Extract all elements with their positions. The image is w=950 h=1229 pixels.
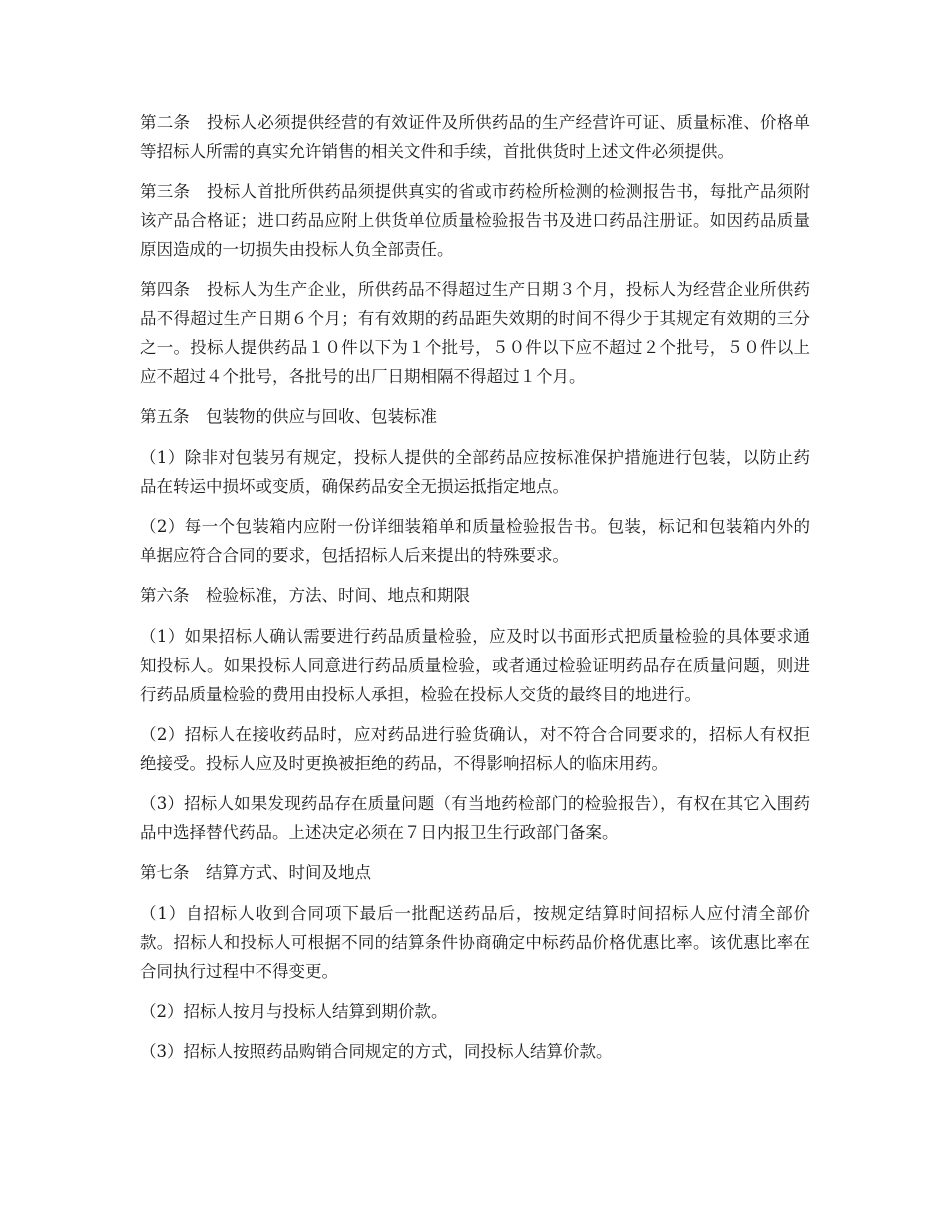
article-3-paragraph: 第三条 投标人首批所供药品须提供真实的省或市药检所检测的检测报告书，每批产品须附该产品合格证；进口药品应附上供货单位质量检验报告书及进口药品注册证。如因药品质量原因造成的一切损失由投标人负全部责任。 xyxy=(140,182,810,259)
article-7-item-1: （1）自招标人收到合同项下最后一批配送药品后，按规定结算时间招标人应付清全部价款。招标人和投标人可根据不同的结算条件协商确定中标药品价格优惠比率。该优惠比率在合同执行过程中不得变更。 xyxy=(140,904,810,981)
article-6-heading: 第六条 检验标准，方法、时间、地点和期限 xyxy=(140,586,470,605)
article-7-item-3: （3）招标人按照药品购销合同规定的方式，同投标人结算价款。 xyxy=(140,1042,613,1061)
article-5-item-2: （2）每一个包装箱内应附一份详细装箱单和质量检验报告书。包装，标记和包装箱内外的单据应符合合同的要求，包括招标人后来提出的特殊要求。 xyxy=(140,517,810,565)
article-6-item-1: （1）如果招标人确认需要进行药品质量检验，应及时以书面形式把质量检验的具体要求通知投标人。如果投标人同意进行药品质量检验，或者通过检验证明药品存在质量问题，则进行药品质量检验的费用由投标人承担，检验在投标人交货的最终目的地进行。 xyxy=(140,627,810,704)
article-5-item-1: （1）除非对包装另有规定，投标人提供的全部药品应按标准保护措施进行包装，以防止药品在转运中损坏或变质，确保药品安全无损运抵指定地点。 xyxy=(140,448,810,496)
article-5-heading: 第五条 包装物的供应与回收、包装标准 xyxy=(140,407,437,426)
document-body xyxy=(140,108,810,1077)
article-4-paragraph: 第四条 投标人为生产企业，所供药品不得超过生产日期３个月，投标人为经营企业所供药品不得超过生产日期６个月；有有效期的药品距失效期的时间不得少于其规定有效期的三分之一。投标人提供药品１０件以下为１个批号，５０件以下应不超过２个批号，５０件以上应不超过４个批号，各批号的出厂日期相隔不得超过１个月。 xyxy=(140,280,810,386)
article-6-item-2: （2）招标人在接收药品时，应对药品进行验货确认，对不符合合同要求的，招标人有权拒绝接受。投标人应及时更换被拒绝的药品，不得影响招标人的临床用药。 xyxy=(140,725,810,773)
article-6-item-3: （3）招标人如果发现药品存在质量问题（有当地药检部门的检验报告），有权在其它入围药品中选择替代药品。上述决定必须在７日内报卫生行政部门备案。 xyxy=(140,794,810,842)
article-7-heading: 第七条 结算方式、时间及地点 xyxy=(140,863,371,882)
article-7-item-2: （2）招标人按月与投标人结算到期价款。 xyxy=(140,1002,448,1021)
article-2-paragraph: 第二条 投标人必须提供经营的有效证件及所供药品的生产经营许可证、质量标准、价格单等招标人所需的真实允许销售的相关文件和手续，首批供货时上述文件必须提供。 xyxy=(140,113,810,161)
